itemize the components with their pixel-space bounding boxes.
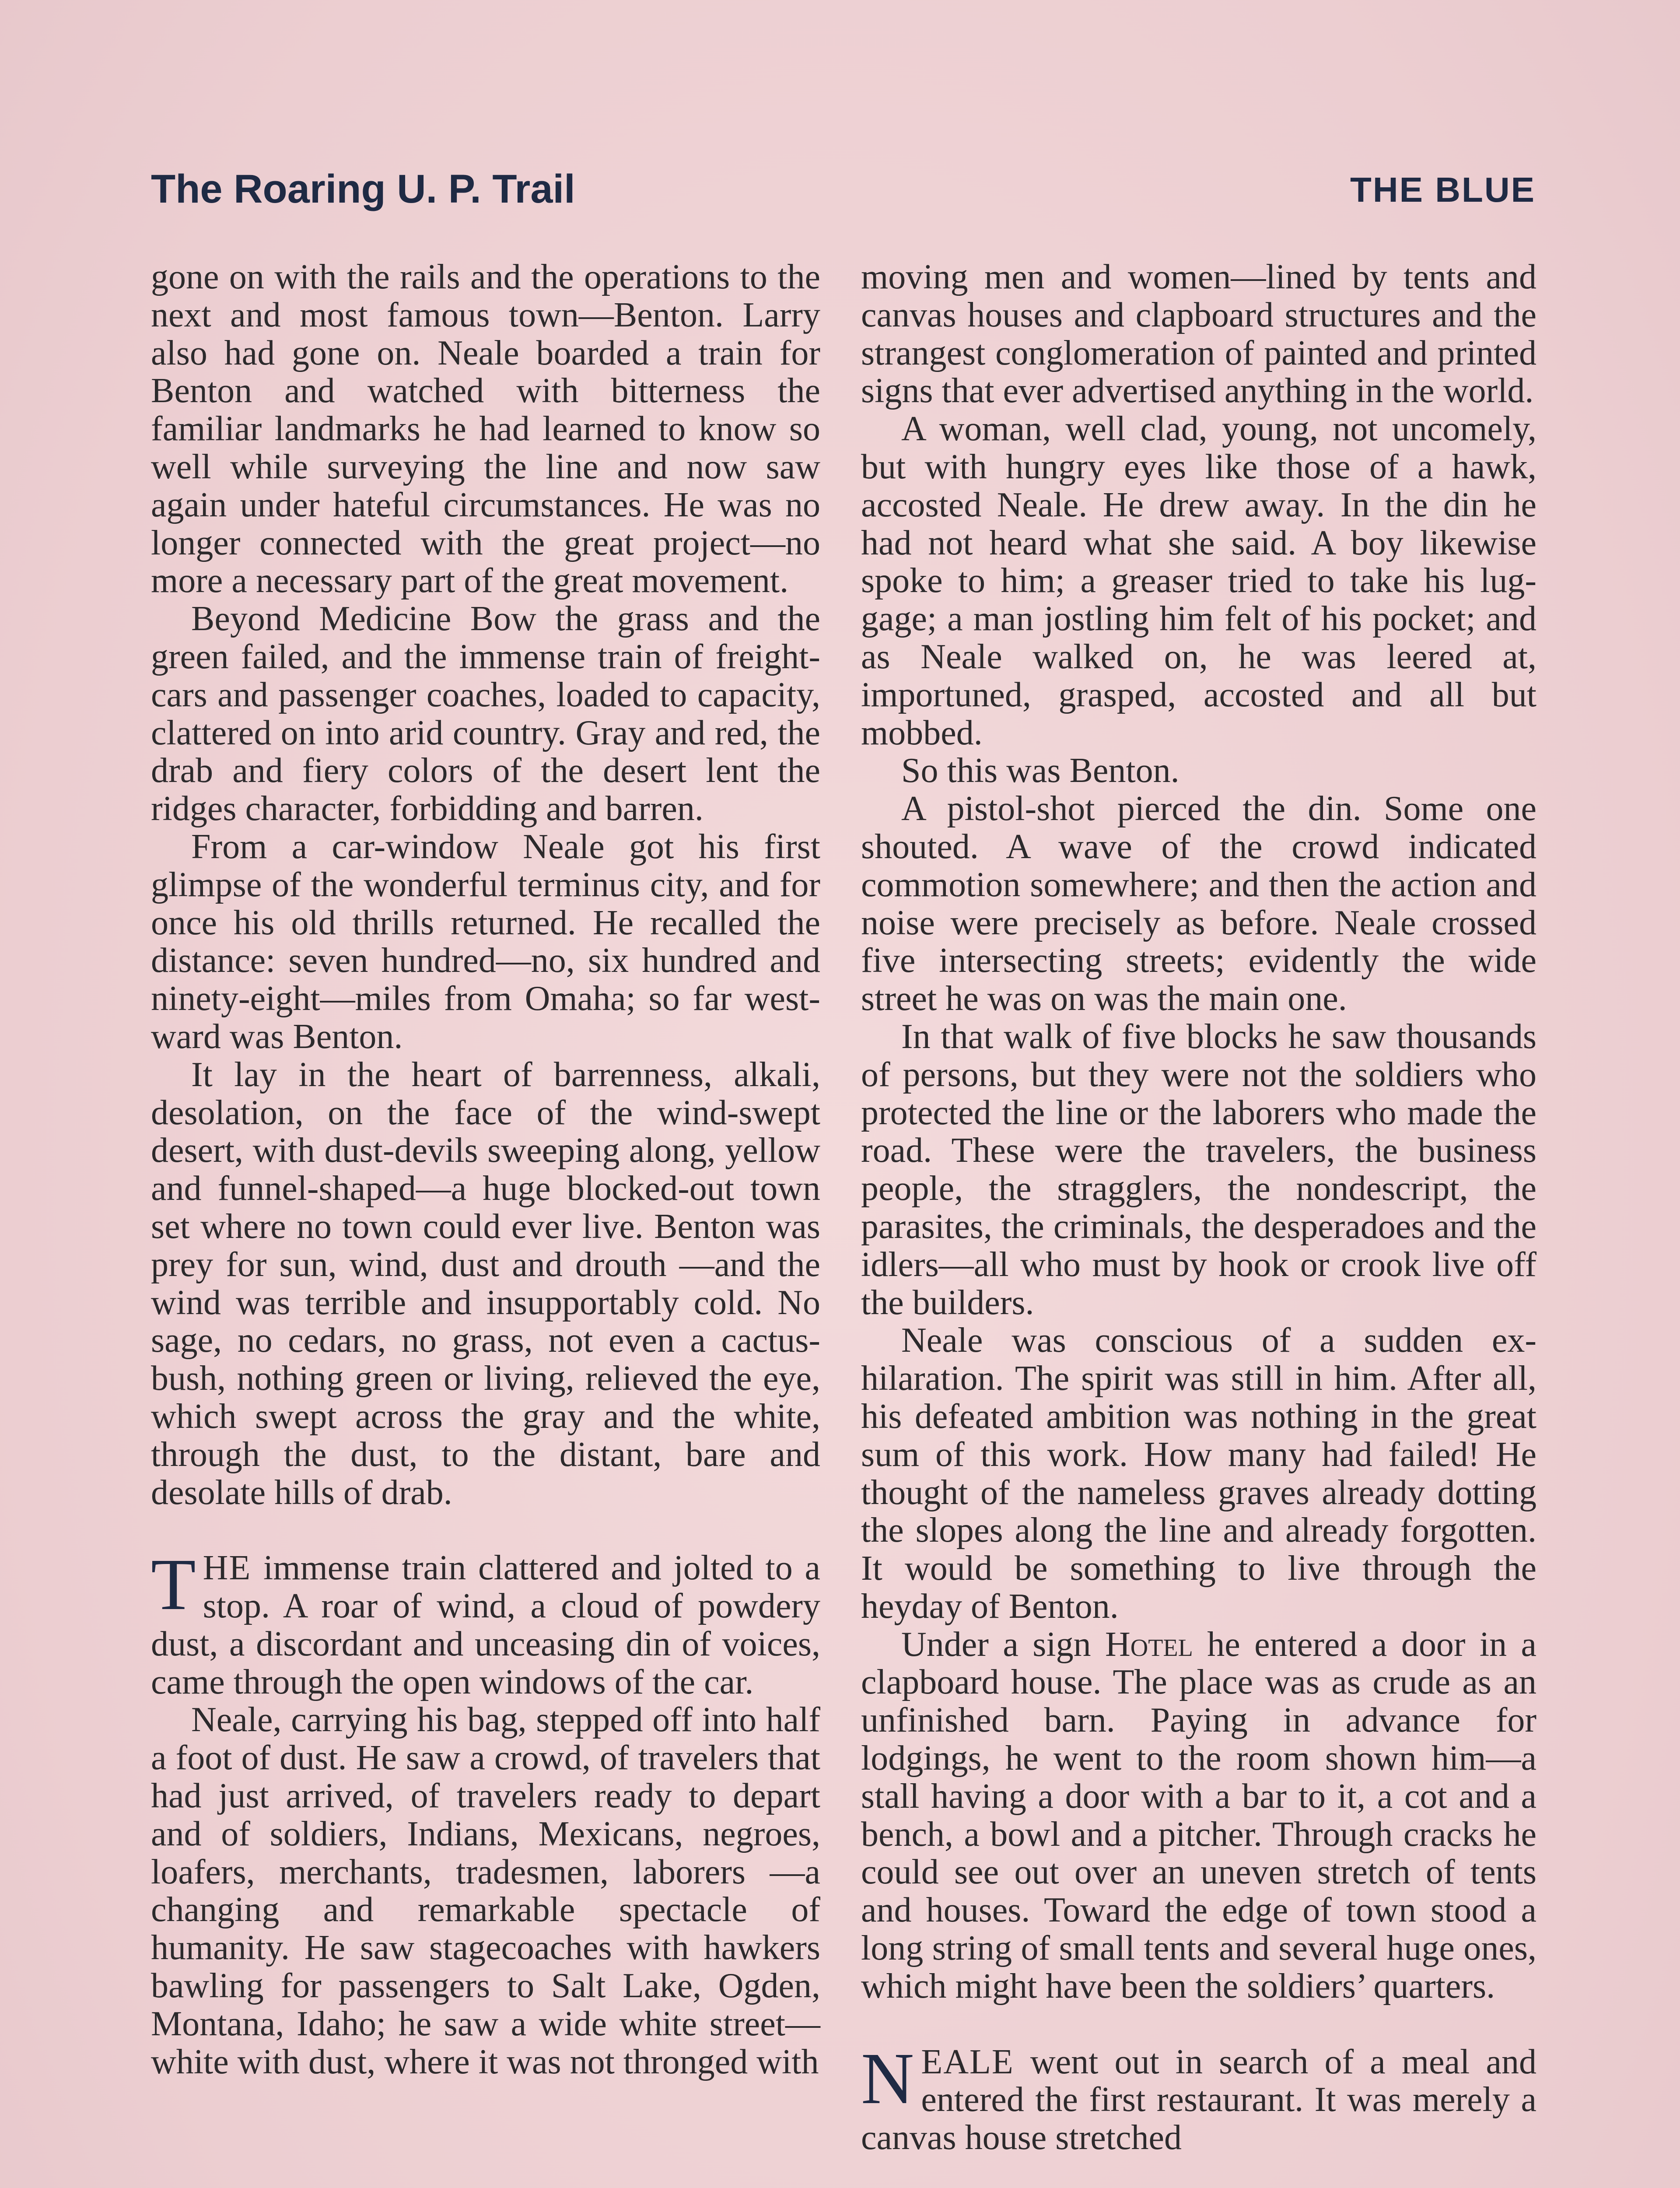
paragraph: A pistol-shot pierced the din. Some one shouted. A wave of the crowd indicated commotion somewhere; and then the action and noise were precisely as before. Neale crossed five intersecting streets; evidently the wide street he was on was the main one. [861,789,1536,1018]
paragraph: moving men and women—lined by tents and canvas houses and clapboard structures and the strangest conglomeration of painted and printed signs that ever advertised anything in the world. [861,258,1536,410]
paragraph-text: went out in search of a meal and entered the first restaurant. It was merely a canvas house stretched [861,2042,1536,2157]
section-opening-paragraph [861,2037,1536,2157]
section-opening-paragraph [151,1544,820,1701]
drop-cap: N [861,2037,914,2119]
paragraph: So this was Benton. [901,751,1180,790]
paragraph: Neale, carrying his bag, stepped off into half a foot of dust. He saw a crowd, of travelers that had just arrived, of travelers ready to depart and of soldiers, Indians, Mexicans, negroes, loafers, merchants, tradesmen, laborers —a changing and remarkable spectacle of humanity. He saw stagecoaches with hawkers bawling for passengers to Salt Lake, Ogden, Montana, Idaho; he saw a wide white street—white with dust, where it was not thronged with [151,1701,820,2081]
paragraph: Neale was conscious of a sudden exhilaration. The spirit was still in him. After all, his defeated ambition was nothing in the great sum of this work. How many had failed! He thought of the nameless graves already dotting the slopes along the line and already forgotten. It would be something to live through the heyday of Benton. [861,1321,1536,1626]
story-title: The Roaring U. P. Trail [151,167,575,211]
lead-in: EALE [921,2042,1014,2081]
drop-cap: T [151,1544,196,1626]
paragraph: gone on with the rails and the operations to the next and most famous town—Benton. Larry also had gone on. Neale boarded a train for Benton and watched with bitterness the familiar landmarks he had learned to know so well while surveying the line and now saw again under hateful circumstances. He was no longer connected with the great project—no more a necessary part of the great movement. [151,258,820,600]
paragraph: From a car-window Neale got his first glimpse of the wonderful terminus city, and for once his old thrills returned. He recalled the distance: seven hundred—no, six hundred and ninety-eight—miles from Omaha; so far westward was Benton. [151,827,820,1056]
running-head [151,166,1536,219]
paragraph: Beyond Medicine Bow the grass and the green failed, and the immense train of freight-cars and passenger coaches, loaded to capacity, clattered on into arid country. Gray and red, the drab and fiery colors of the desert lent the ridges character, forbidding and barren. [151,600,820,828]
paragraph: It lay in the heart of barrenness, alkali, desolation, on the face of the wind-swept desert, with dust-devils sweeping along, yellow and funnel-shaped—a huge blocked-out town set where no town could ever live. Benton was prey for sun, wind, dust and drouth —and the wind was terrible and insupportably cold. No sage, no cedars, no grass, not even a cactus-bush, nothing green or living, relieved the eye, which swept across the gray and the white, through the dust, to the distant, bare and desolate hills of drab. [151,1055,820,1512]
paragraph-text: he entered a door in a clapboard house. The place was as crude as an unfinished barn. Paying in advance for lodgings, he went to the room shown him—a stall having a door with a bar to it, a cot and a bench, a bowl and a pitcher. Through cracks he could see out over an uneven stretch of tents and houses. Toward the edge of town stood a long string of small tents and several huge ones, which might have been the soldiers’ quarters. [861,1625,1536,2006]
paragraph [861,1626,1536,2006]
paragraph-text: Under a sign [901,1625,1105,1664]
paragraph: In that walk of five blocks he saw thousands of persons, but they were not the soldiers who protected the line or the laborers who made the road. These were the travelers, the business people, the stragglers, the nondescript, the parasites, the criminals, the desperadoes and the idlers—all who must by hook or crook live off the builders. [861,1017,1536,1322]
lead-in: HE [203,1549,252,1588]
paragraph: A woman, well clad, young, not uncomely, but with hungry eyes like those of a hawk, accosted Neale. He drew away. In the din he had not heard what she said. A boy likewise spoke to him; a greaser tried to take his luggage; a man jostling him felt of his pocket; and as Neale walked on, he was leered at, importuned, grasped, accosted and all but mobbed. [861,410,1536,752]
right-column [861,258,1536,2157]
hotel-sign-text: Hotel [1105,1625,1193,1664]
left-column [151,258,820,2081]
magazine-name: THE BLUE [1350,170,1536,209]
paragraph-text: immense train clattered and jolted to a stop. A roar of wind, a cloud of powdery dust, a discordant and unceasing din of voices, came through the open windows of the car. [151,1549,820,1701]
